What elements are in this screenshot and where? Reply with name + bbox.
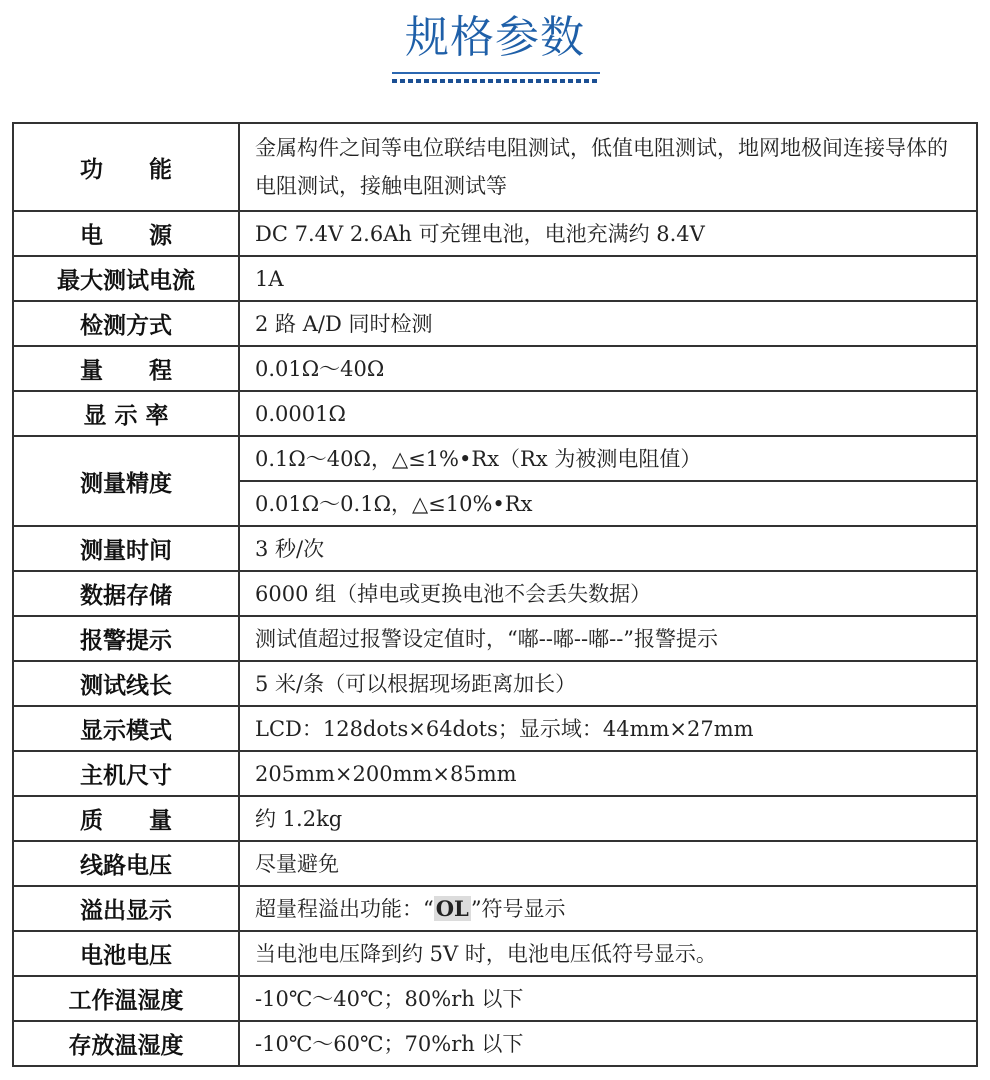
table-row (13, 301, 977, 346)
row-label: 最大测试电流 (13, 256, 239, 301)
row-label: 存放温湿度 (13, 1021, 239, 1066)
table-row (13, 976, 977, 1021)
row-value: 2 路 A/D 同时检测 (239, 301, 977, 346)
row-value: 尽量避免 (239, 841, 977, 886)
row-label: 量 程 (13, 346, 239, 391)
spec-table (12, 122, 978, 1067)
row-label: 质 量 (13, 796, 239, 841)
row-label: 功 能 (13, 123, 239, 211)
table-row (13, 796, 977, 841)
row-value: 1A (239, 256, 977, 301)
table-row (13, 1021, 977, 1066)
row-value: 0.1Ω～40Ω，△≤1%•Rx（Rx 为被测电阻值） (239, 436, 977, 481)
page-title: 规格参数 (405, 12, 585, 63)
row-value: 当电池电压降到约 5V 时，电池电压低符号显示。 (239, 931, 977, 976)
row-value: 约 1.2kg (239, 796, 977, 841)
row-label: 检测方式 (13, 301, 239, 346)
table-row (13, 571, 977, 616)
row-value: 5 米/条（可以根据现场距离加长） (239, 661, 977, 706)
row-value: 3 秒/次 (239, 526, 977, 571)
title-underline (392, 72, 600, 74)
row-value: DC 7.4V 2.6Ah 可充锂电池，电池充满约 8.4V (239, 211, 977, 256)
row-value: 测试值超过报警设定值时，“嘟--嘟--嘟--”报警提示 (239, 616, 977, 661)
row-label: 线路电压 (13, 841, 239, 886)
header (0, 0, 990, 100)
row-value: 6000 组（掉电或更换电池不会丢失数据） (239, 571, 977, 616)
table-row (13, 256, 977, 301)
table-row (13, 661, 977, 706)
row-label: 测试线长 (13, 661, 239, 706)
row-value: 0.0001Ω (239, 391, 977, 436)
title-dotted-rule (392, 79, 600, 83)
row-value: 金属构件之间等电位联结电阻测试，低值电阻测试，地网地极间连接导体的电阻测试，接触电阻测试等 (239, 123, 977, 211)
table-row (13, 706, 977, 751)
overflow-text-prefix: 超量程溢出功能：“ (255, 896, 434, 921)
row-value: LCD：128dots×64dots；显示域：44mm×27mm (239, 706, 977, 751)
table-row (13, 211, 977, 256)
row-value-secondary: 0.01Ω～0.1Ω，△≤10%•Rx (239, 481, 977, 526)
row-value: 205mm×200mm×85mm (239, 751, 977, 796)
row-label: 显 示 率 (13, 391, 239, 436)
table-row (13, 346, 977, 391)
row-label: 电 源 (13, 211, 239, 256)
row-label: 电池电压 (13, 931, 239, 976)
row-label: 报警提示 (13, 616, 239, 661)
row-label: 显示模式 (13, 706, 239, 751)
row-value (239, 886, 977, 931)
row-label: 数据存储 (13, 571, 239, 616)
row-label: 测量精度 (13, 436, 239, 526)
row-label: 溢出显示 (13, 886, 239, 931)
row-value: -10℃～60℃；70%rh 以下 (239, 1021, 977, 1066)
table-row (13, 886, 977, 931)
row-label: 测量时间 (13, 526, 239, 571)
row-label: 工作温湿度 (13, 976, 239, 1021)
row-value: -10℃～40℃；80%rh 以下 (239, 976, 977, 1021)
table-row (13, 751, 977, 796)
table-row (13, 526, 977, 571)
overflow-symbol: OL (435, 895, 469, 921)
row-label: 主机尺寸 (13, 751, 239, 796)
table-row (13, 391, 977, 436)
table-row (13, 123, 977, 211)
table-row (13, 616, 977, 661)
row-value: 0.01Ω～40Ω (239, 346, 977, 391)
table-row (13, 841, 977, 886)
table-row (13, 931, 977, 976)
table-row (13, 436, 977, 481)
overflow-text-suffix: ”符号显示 (470, 896, 566, 921)
